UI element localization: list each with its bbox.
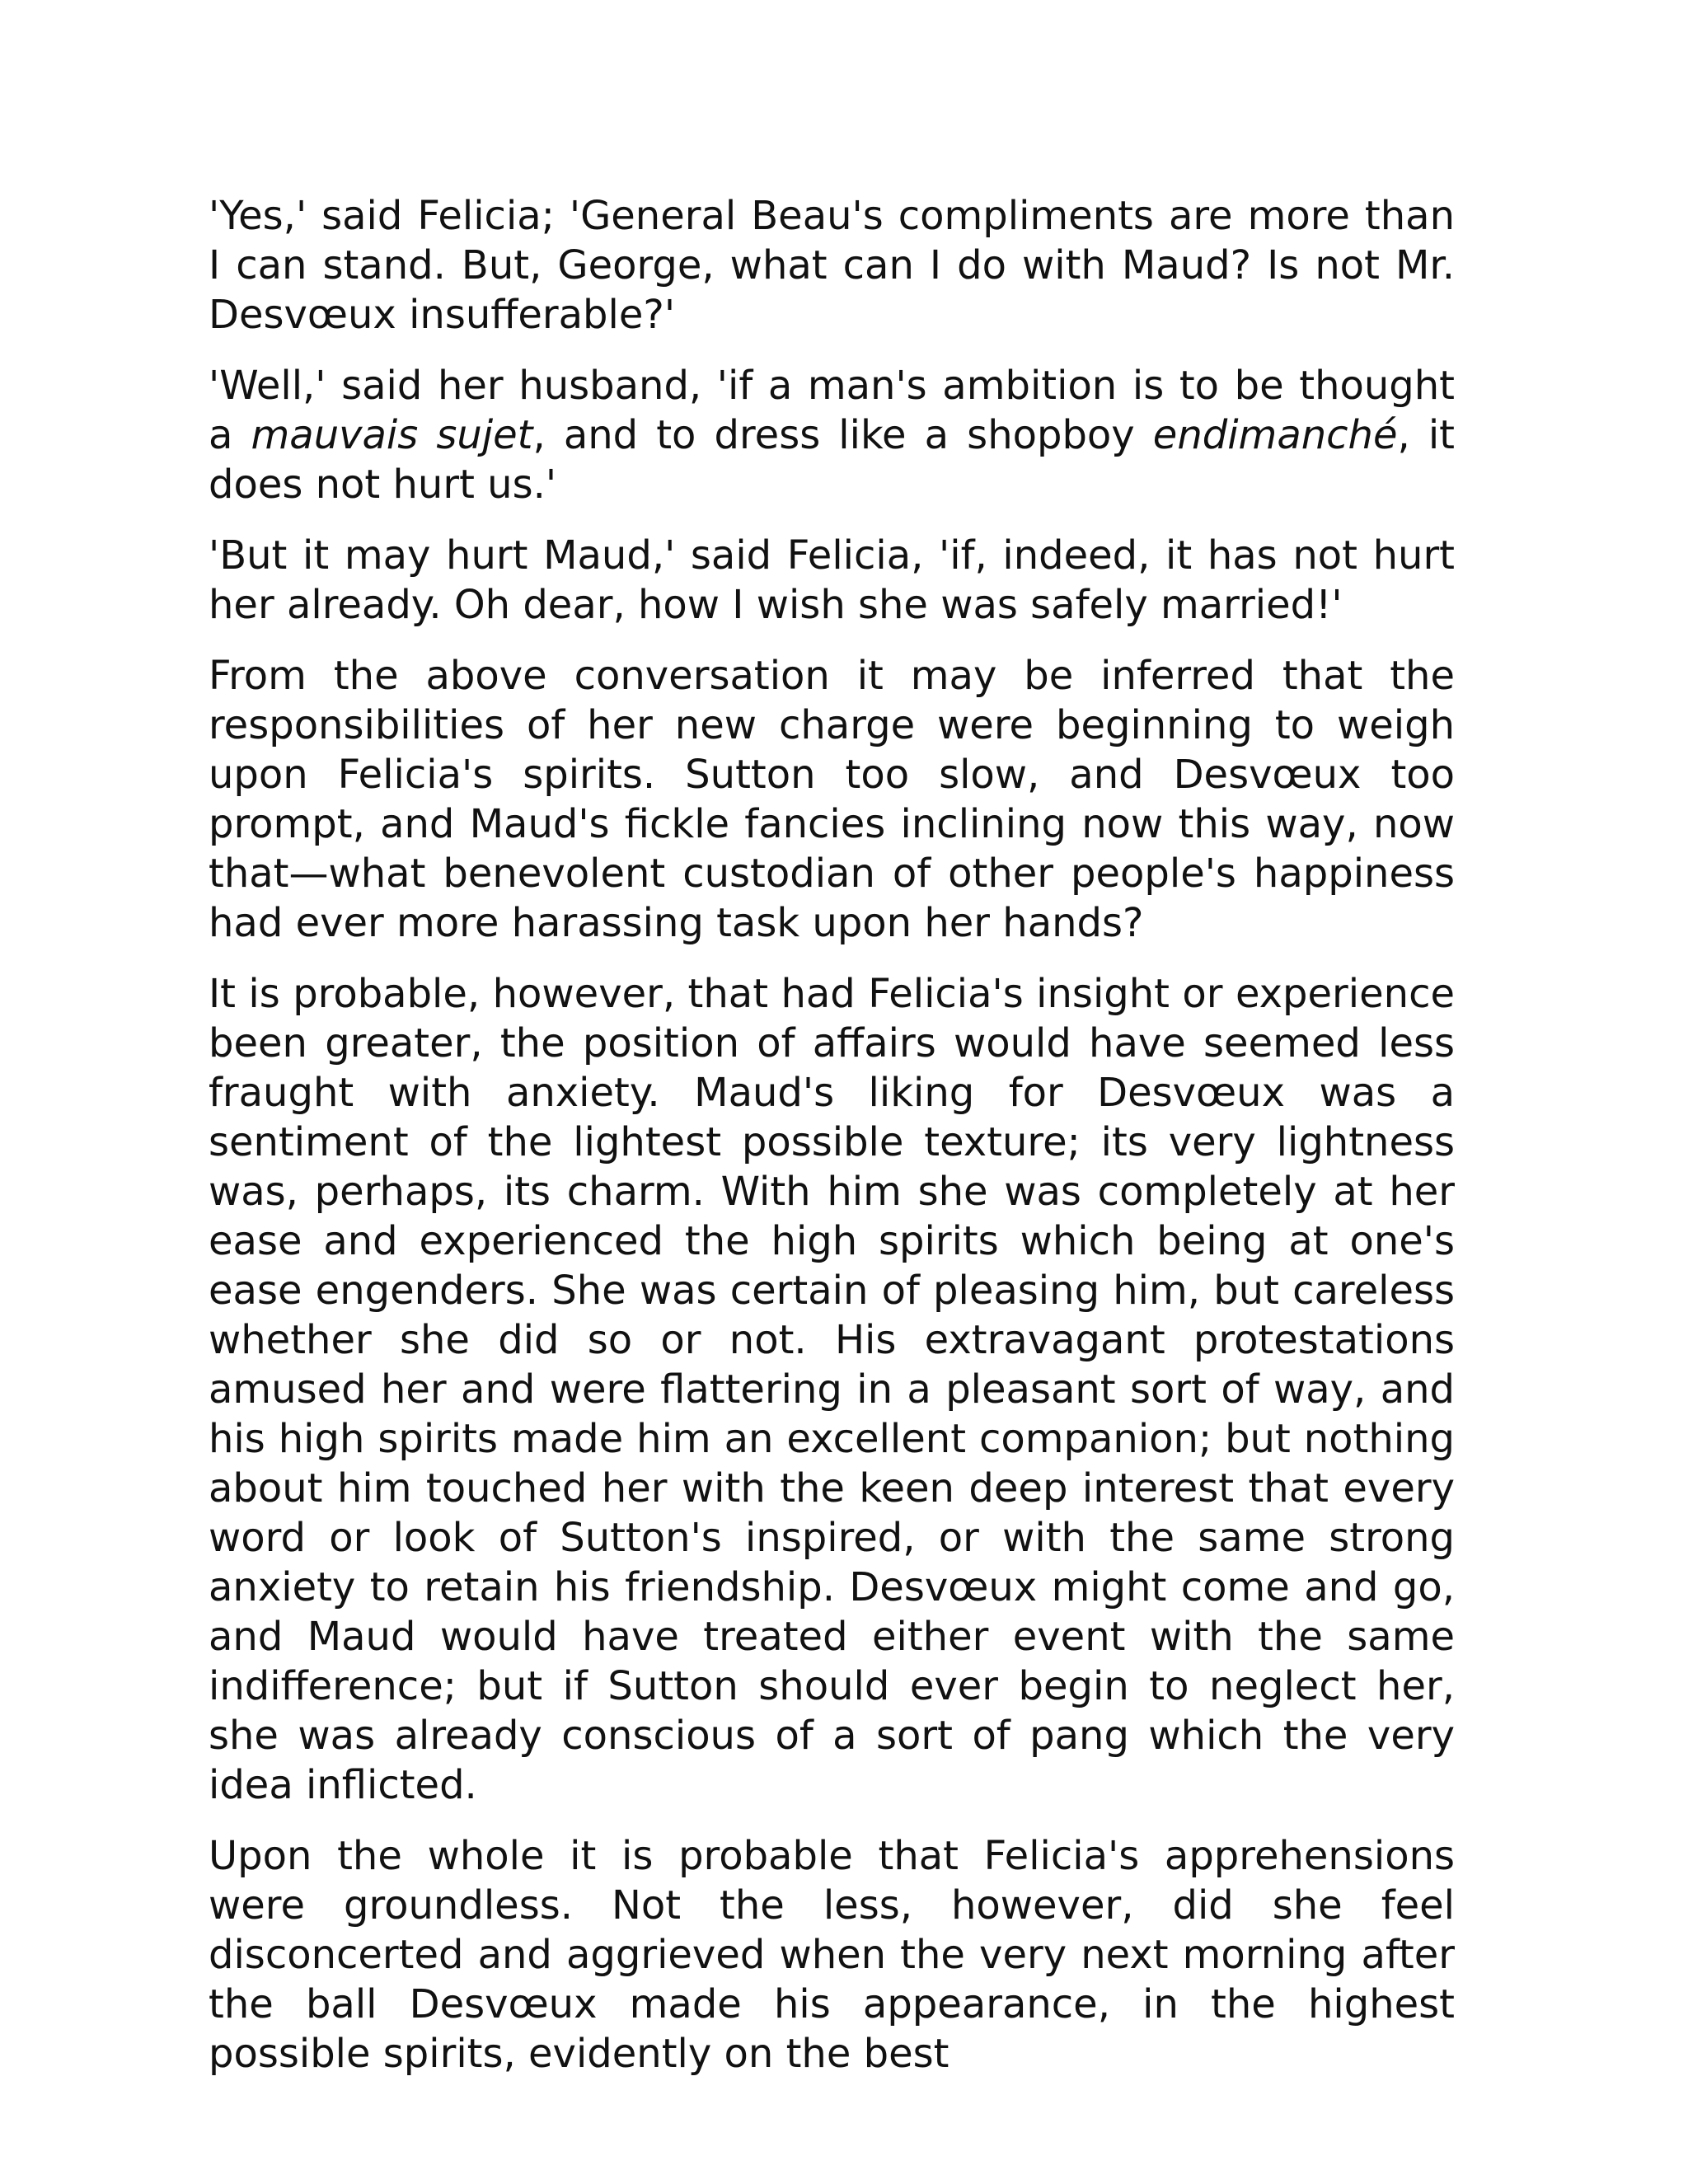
page-body [209, 191, 1455, 2100]
paragraph-2 [209, 361, 1455, 509]
paragraph-5: It is probable, however, that had Felicia's insight or experience been greater, the position of affairs would have seemed less fraught with anxiety. Maud's liking for Desvœux was a sentiment of the lightest possible texture; its very lightness was, perhaps, its charm. With him she was completely at her ease and experienced the high spirits which being at one's ease engenders. She was certain of pleasing him, but careless whether she did so or not. His extravagant protestations amused her and were flattering in a pleasant sort of way, and his high spirits made him an excellent companion; but nothing about him touched her with the keen deep interest that every word or look of Sutton's inspired, or with the same strong anxiety to retain his friendship. Desvœux might come and go, and Maud would have treated either event with the same indifference; but if Sutton should ever begin to neglect her, she was already conscious of a sort of pang which the very idea inflicted. [209, 971, 1455, 1808]
paragraph-1: 'Yes,' said Felicia; 'General Beau's compliments are more than I can stand. But, George, what can I do with Maud? Is not Mr. Desvœux insufferable?' [209, 193, 1455, 338]
paragraph-2-text-c: , it does not hurt us.' [209, 412, 1456, 508]
italic-phrase-mauvais-sujet: mauvais sujet [251, 412, 533, 458]
italic-word-endimanche: endimanché [1152, 412, 1398, 458]
paragraph-2-text-b: , and to dress like a shopboy [532, 412, 1153, 458]
paragraph-6: Upon the whole it is probable that Felicia's apprehensions were groundless. Not the less, however, did she feel disconcerted and aggrieved when the very next morning after the ball Desvœux made his appearance, in the highest possible spirits, evidently on the best [209, 1833, 1455, 2077]
paragraph-4: From the above conversation it may be inferred that the responsibilities of her new charge were beginning to weigh upon Felicia's spirits. Sutton too slow, and Desvœux too prompt, and Maud's fickle fancies inclining now this way, now that—what benevolent custodian of other people's happiness had ever more harassing task upon her hands? [209, 653, 1455, 946]
paragraph-2-text-a: 'Well,' said her husband, 'if a man's ambition is to be thought a [209, 363, 1455, 458]
paragraph-3: 'But it may hurt Maud,' said Felicia, 'if, indeed, it has not hurt her already. Oh dear, how I wish she was safely married!' [209, 532, 1455, 628]
